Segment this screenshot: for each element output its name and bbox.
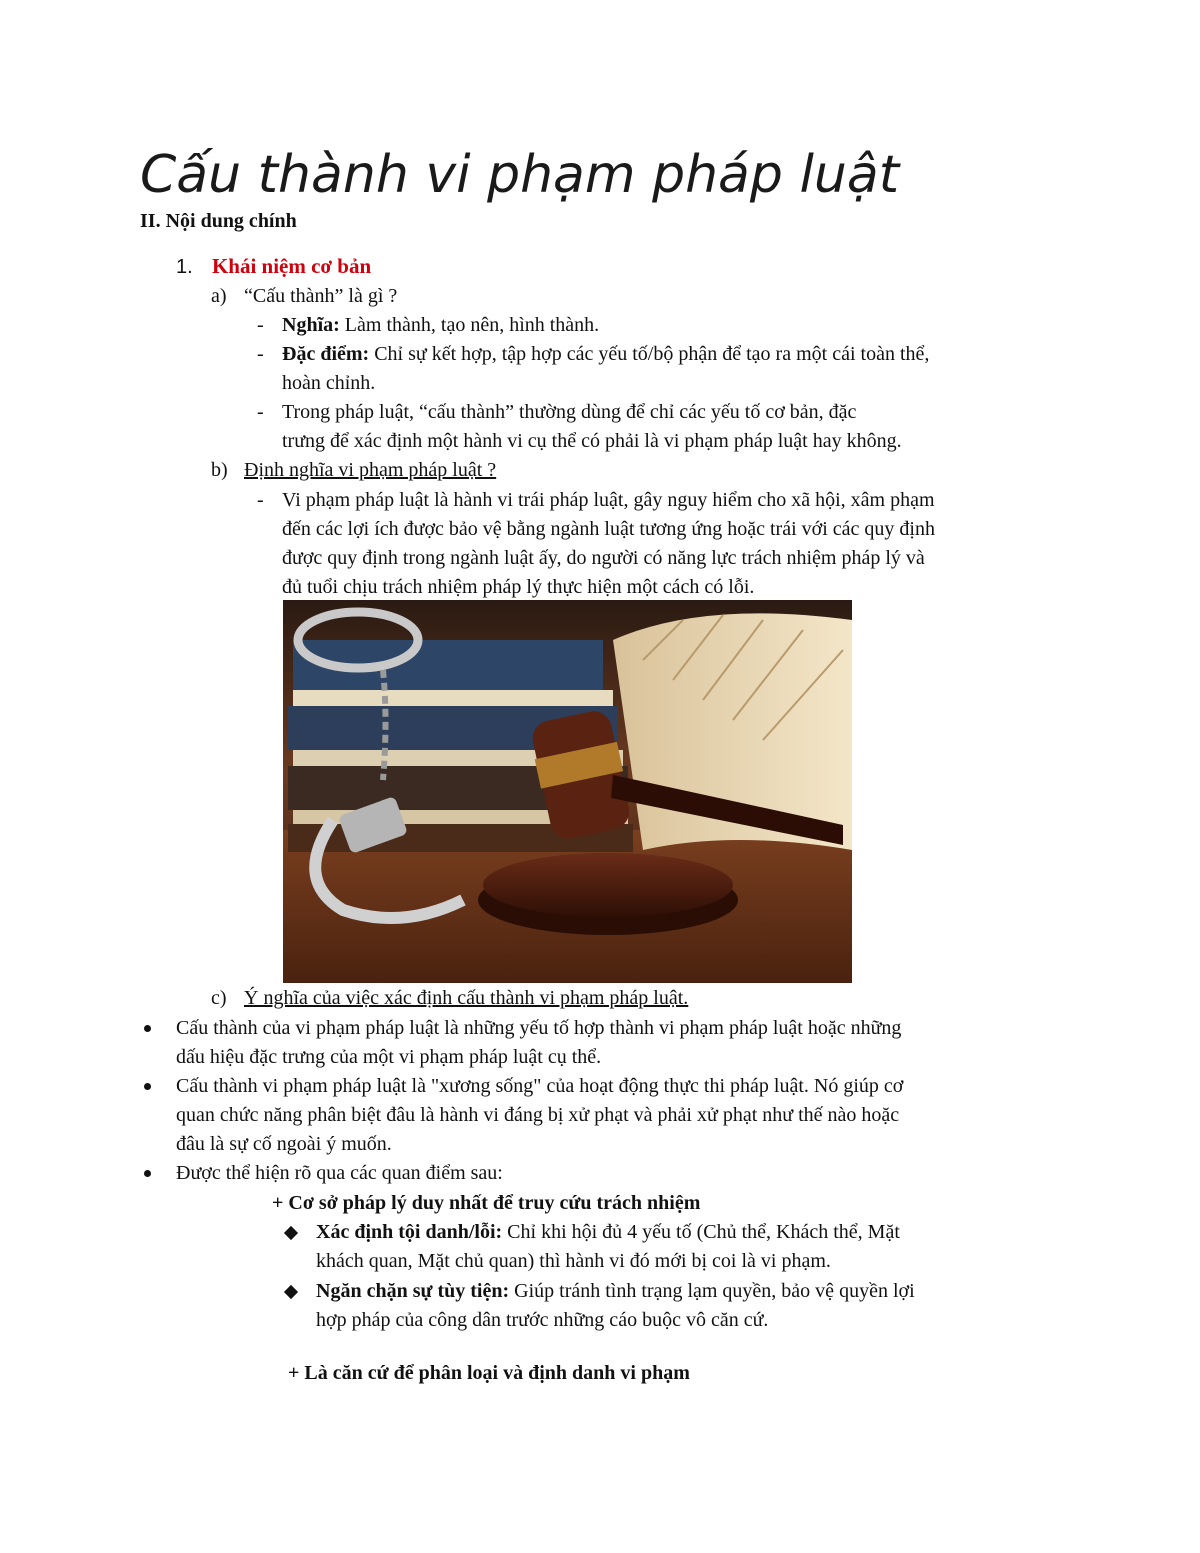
bullet-text: Chỉ sự kết hợp, tập hợp các yếu tố/bộ phận để tạo ra một cái toàn thể,	[369, 343, 930, 365]
definition-line-1: Vi phạm pháp luật là hành vi trái pháp luật, gây nguy hiểm cho xã hội, xâm phạm	[282, 489, 935, 511]
bullet-text-cont: hoàn chỉnh.	[282, 372, 376, 394]
bullet-dot	[144, 1170, 151, 1177]
dash-marker: -	[257, 314, 264, 336]
document-title: Cấu thành vi phạm pháp luật	[140, 145, 900, 205]
diamond-text: Giúp tránh tình trạng lạm quyền, bảo vệ quyền lợi	[509, 1280, 915, 1302]
bullet-meaning	[282, 311, 599, 340]
bullet-characteristics	[282, 340, 929, 369]
definition-line-3: được quy định trong ngành luật ấy, do người có năng lực trách nhiệm pháp lý và	[282, 547, 925, 569]
bullet-text: Làm thành, tạo nên, hình thành.	[339, 314, 600, 336]
definition-line-2: đến các lợi ích được bảo vệ bằng ngành luật tương ứng hoặc trái với các quy định	[282, 518, 935, 540]
sub-item-c-marker: c)	[211, 987, 227, 1009]
plus-heading-2: + Là căn cứ để phân loại và định danh vi phạm	[288, 1362, 690, 1384]
diamond-text: Chỉ khi hội đủ 4 yếu tố (Chủ thể, Khách thể, Mặt	[502, 1221, 900, 1243]
sub-item-b-heading: Định nghĩa vi phạm pháp luật ?	[244, 459, 497, 481]
bullet-dot	[144, 1083, 151, 1090]
sub-item-a-heading: “Cấu thành” là gì ?	[244, 285, 398, 307]
paragraph-2-line-1: Cấu thành vi phạm pháp luật là "xương sống" của hoạt động thực thi pháp luật. Nó giúp cơ	[176, 1075, 904, 1097]
definition-line-4: đủ tuổi chịu trách nhiệm pháp lý thực hiện một cách có lỗi.	[282, 576, 755, 598]
sub-item-a-marker: a)	[211, 285, 227, 307]
paragraph-2-line-2: quan chức năng phân biệt đâu là hành vi đáng bị xử phạt và phải xử phạt như thế nào hoặc	[176, 1104, 900, 1126]
diamond-item-2	[316, 1277, 915, 1306]
paragraph-1-line-2: dấu hiệu đặc trưng của một vi phạm pháp luật cụ thể.	[176, 1046, 602, 1068]
bullet-text-cont: trưng để xác định một hành vi cụ thể có phải là vi phạm pháp luật hay không.	[282, 430, 902, 452]
diamond-item-1	[316, 1218, 900, 1247]
diamond-bullet	[284, 1226, 298, 1240]
numbered-item-1	[176, 251, 371, 282]
plus-heading-1: + Cơ sở pháp lý duy nhất để truy cứu trách nhiệm	[272, 1192, 701, 1214]
item-number: 1.	[176, 256, 193, 278]
sub-item-c-heading: Ý nghĩa của việc xác định cấu thành vi phạm pháp luật.	[244, 987, 689, 1009]
diamond-label: Ngăn chặn sự tùy tiện:	[316, 1280, 510, 1302]
paragraph-1-line-1: Cấu thành của vi phạm pháp luật là những yếu tố hợp thành vi phạm pháp luật hoặc những	[176, 1017, 902, 1039]
diamond-label: Xác định tội danh/lỗi:	[316, 1221, 503, 1243]
bullet-law-usage: Trong pháp luật, “cấu thành” thường dùng để chỉ các yếu tố cơ bản, đặc	[282, 401, 857, 423]
diamond-item-2-cont: hợp pháp của công dân trước những cáo buộc vô căn cứ.	[316, 1309, 769, 1331]
law-illustration-image	[283, 600, 852, 983]
diamond-bullet	[284, 1285, 298, 1299]
sub-item-b-marker: b)	[211, 459, 228, 481]
paragraph-3: Được thể hiện rõ qua các quan điểm sau:	[176, 1162, 503, 1184]
section-heading: II. Nội dung chính	[140, 210, 297, 232]
paragraph-2-line-3: đâu là sự cố ngoài ý muốn.	[176, 1133, 392, 1155]
dash-marker: -	[257, 401, 264, 423]
dash-marker: -	[257, 489, 264, 511]
bullet-dot	[144, 1025, 151, 1032]
dash-marker: -	[257, 343, 264, 365]
diamond-item-1-cont: khách quan, Mặt chủ quan) thì hành vi đó mới bị coi là vi phạm.	[316, 1250, 831, 1272]
item-label: Khái niệm cơ bản	[211, 254, 372, 278]
bullet-label: Đặc điểm:	[282, 343, 370, 365]
bullet-label: Nghĩa:	[282, 314, 340, 336]
